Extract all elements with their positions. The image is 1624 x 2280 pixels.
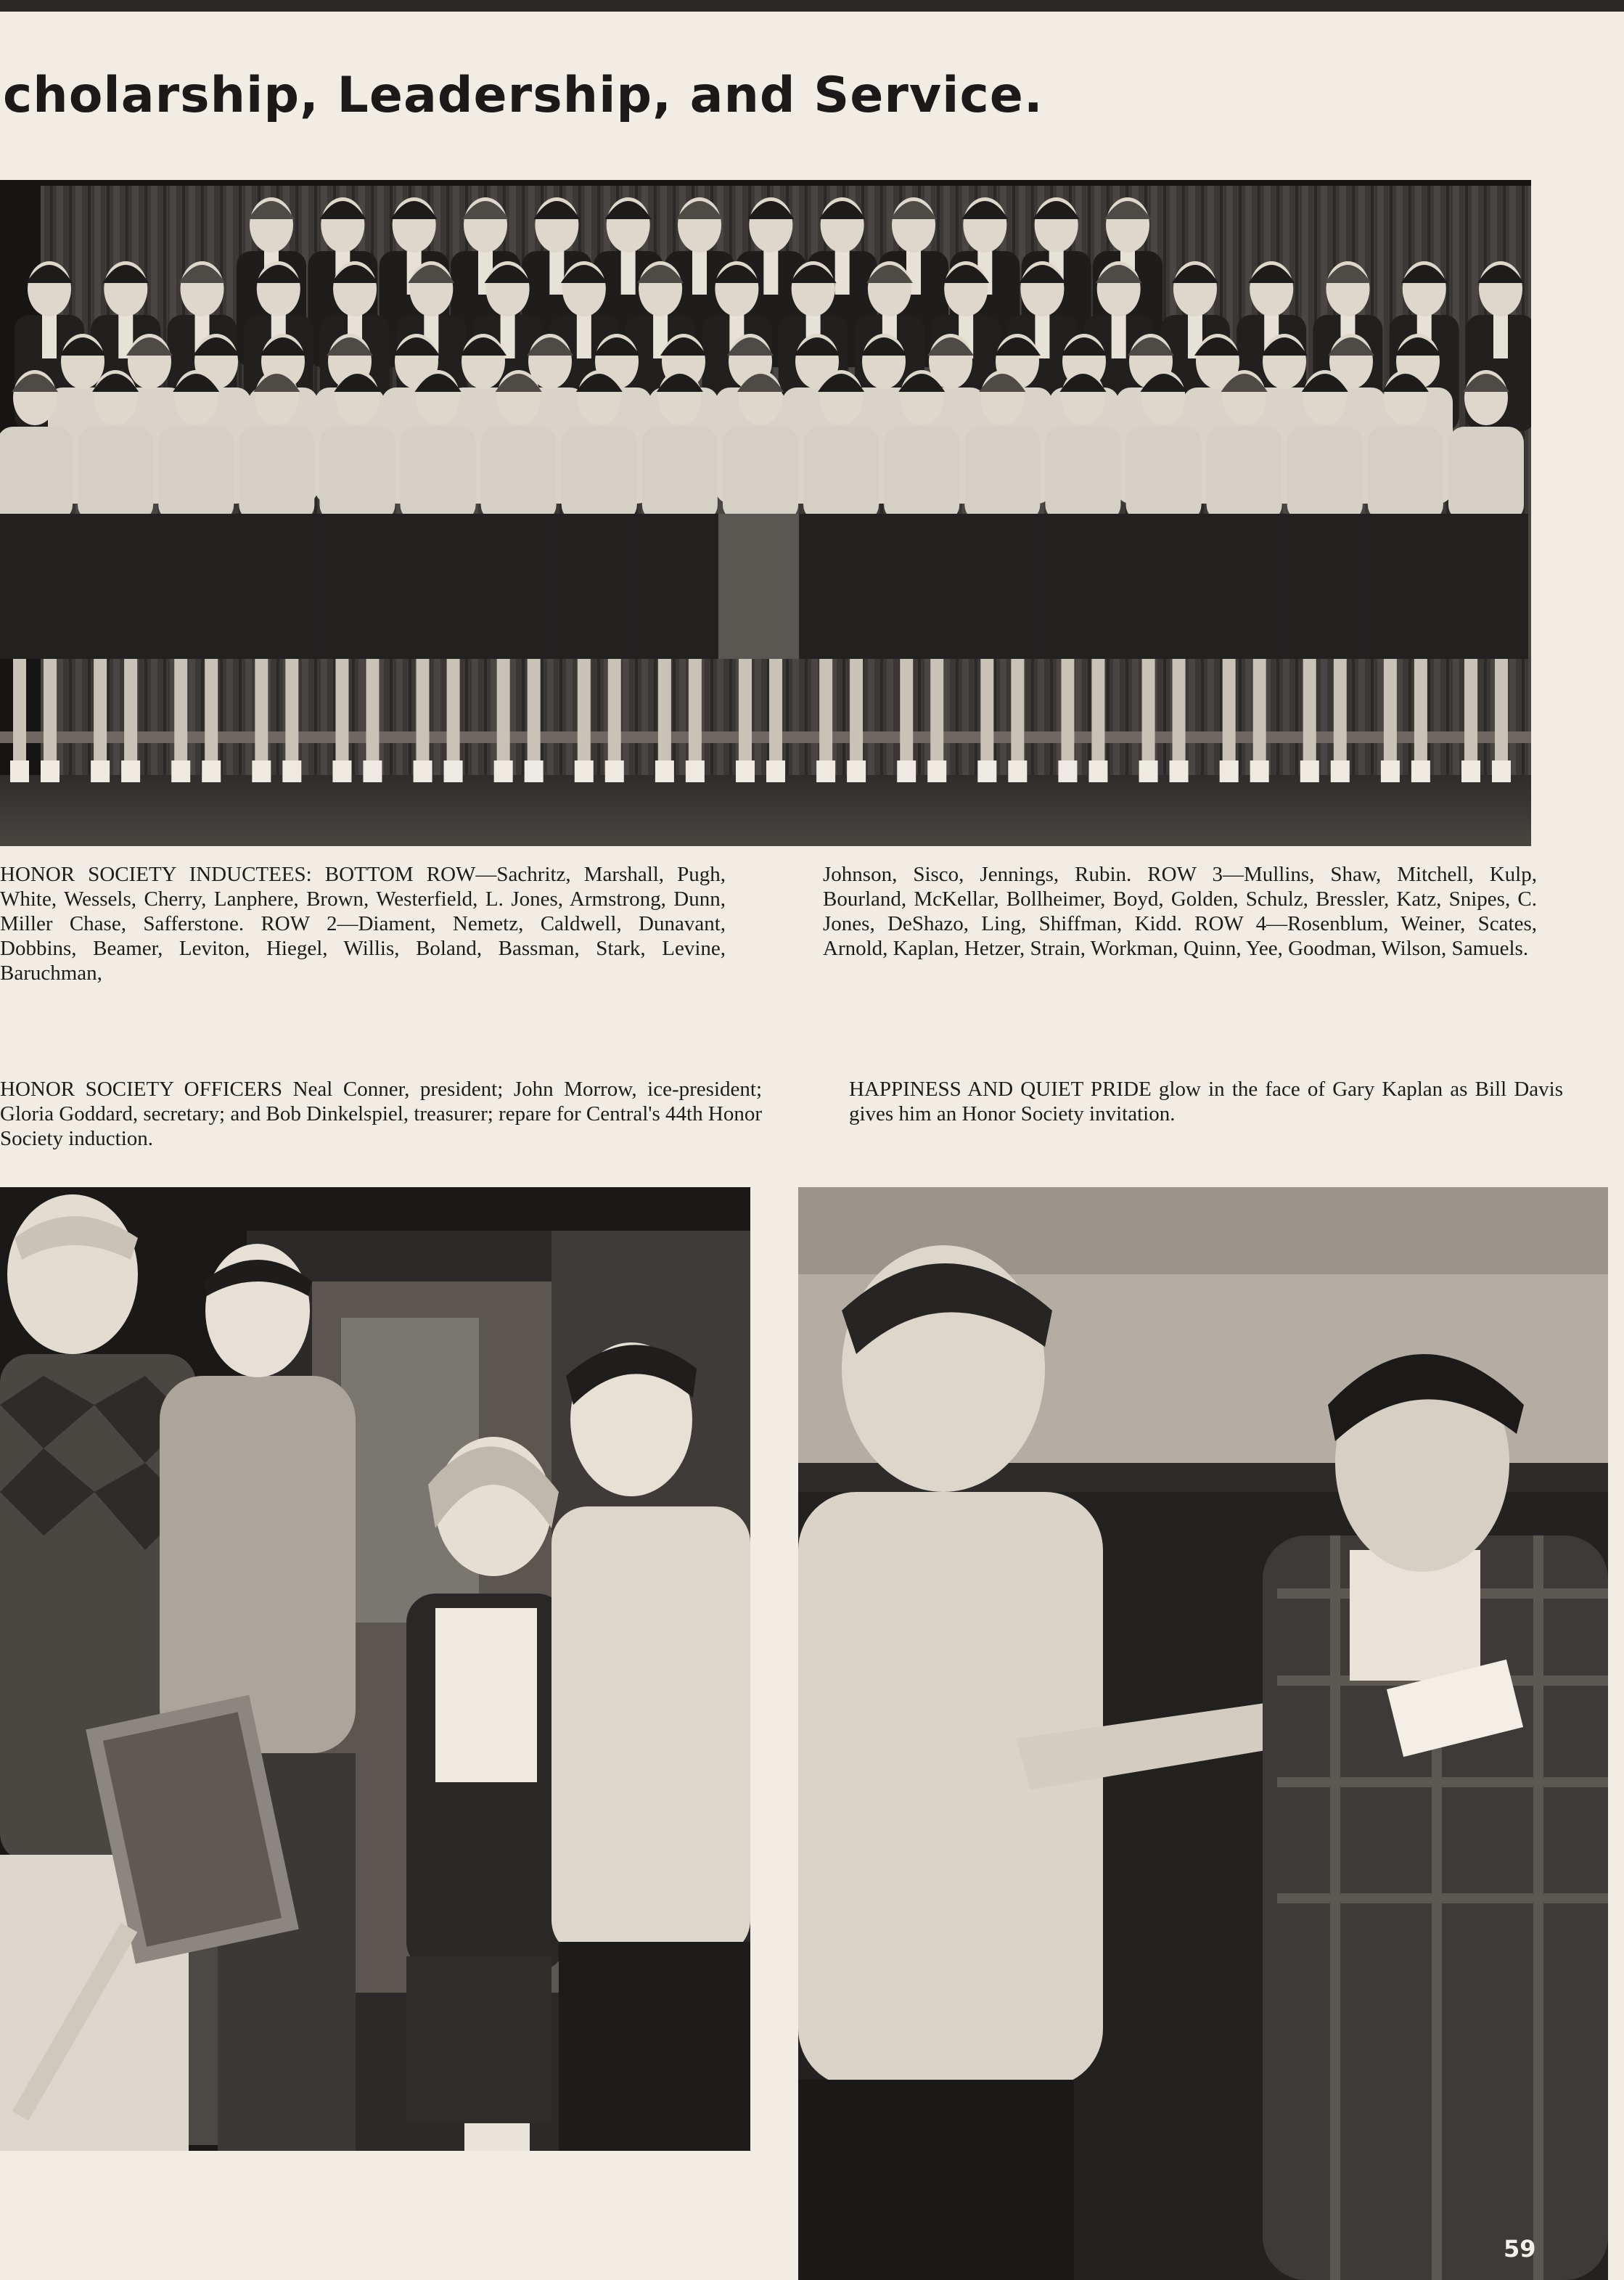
page-number: 59 xyxy=(1504,2235,1536,2263)
inductees-group-photo xyxy=(0,180,1531,846)
inductees-caption-left: HONOR SOCIETY INDUCTEES: BOTTOM ROW—Sachritz, Marshall, Pugh, White, Wessels, Cherry, Lanphere, Brown, Westerfield, L. Jones, Armstrong, Dunn, Miller Chase, Safferstone. ROW 2—Diament, Nemetz, Caldwell, Dunavant, Dobbins, Beamer, Leviton, Hiegel, Willis, Boland, Bassman, Stark, Levine, Baruchman, xyxy=(0,863,726,985)
happiness-and-quiet-pride-photo xyxy=(798,1187,1608,2280)
honor-society-officers-photo xyxy=(0,1187,750,2151)
pride-caption: HAPPINESS AND QUIET PRIDE glow in the face of Gary Kaplan as Bill Davis gives him an Honor Society invitation. xyxy=(849,1078,1563,1125)
inductees-caption-right: Johnson, Sisco, Jennings, Rubin. ROW 3—Mullins, Shaw, Mitchell, Kulp, Bourland, McKellar, Bollheimer, Boyd, Golden, Schulz, Bressler, Katz, Snipes, C. Jones, DeShazo, Ling, Shiffman, Kidd. ROW 4—Rosenblum, Weiner, Scates, Arnold, Kaplan, Hetzer, Strain, Workman, Quinn, Yee, Goodman, Wilson, Samuels. xyxy=(823,863,1537,960)
page-headline: cholarship, Leadership, and Service. xyxy=(3,67,1043,124)
page-top-edge xyxy=(0,0,1624,12)
officers-caption: HONOR SOCIETY OFFICERS Neal Conner, president; John Morrow, ice-president; Gloria Goddard, secretary; and Bob Dinkelspiel, treasurer; repare for Central's 44th Honor Society induction. xyxy=(0,1078,762,1150)
